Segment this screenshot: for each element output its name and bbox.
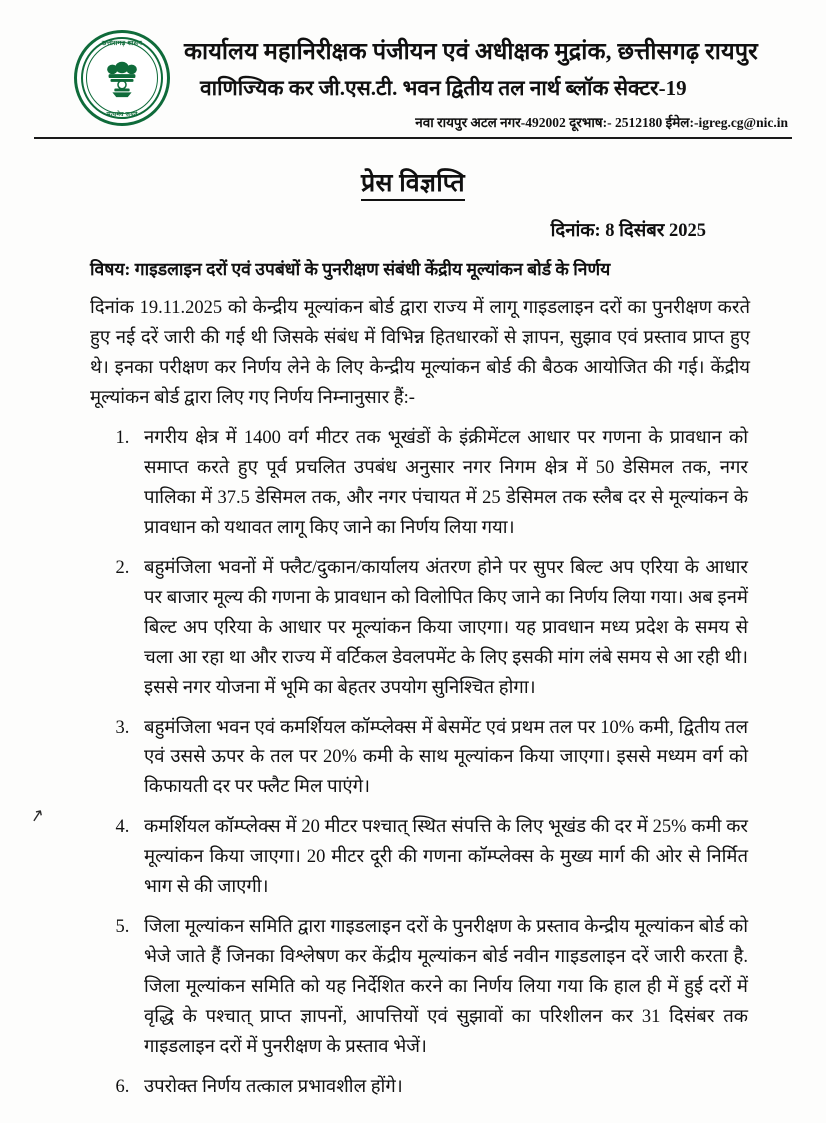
list-item: 1. नगरीय क्षेत्र में 1400 वर्ग मीटर तक भूखंडों के इंक्रीमेंटल आधार पर गणना के प्रावधान को समाप्त करते हुए पूर्व प्रचलित उपबंध अनुसार नगर निगम क्षेत्र में 50 डेसिमल तक, नगर पालिका में 37.5 डेसिमल तक, और नगर पंचायत में 25 डेसिमल तक स्लैब दर से मूल्यांकन के प्रावधान को यथावत लागू किए जाने का निर्णय लिया गया।: [134, 424, 748, 544]
emblem-bottom-text: सत्यमेव जयते: [106, 112, 138, 118]
office-address-line: नवा रायपुर अटल नगर-492002 दूरभाष:- 2512180 ईमेल:-igreg.cg@nic.in: [415, 114, 788, 130]
list-item: 2. बहुमंजिला भवनों में फ्लैट/दुकान/कार्यालय अंतरण होने पर सुपर बिल्ट अप एरिया के आधार पर बाजार मूल्य की गणना के प्रावधान को विलोपित किए जाने का निर्णय लिया गया। अब इनमें बिल्ट अप एरिया के आधार पर मूल्यांकन किया जाएगा। यह प्रावधान मध्य प्रदेश के समय से चला आ रहा था और राज्य में वर्टिकल डेवलपमेंट के लिए इसकी मांग लंबे समय से आ रही थी। इससे नगर योजना में भूमि का बेहतर उपयोग सुनिश्चित होगा।: [134, 554, 748, 704]
office-title-line-2: वाणिज्यिक कर जी.एस.टी. भवन द्वितीय तल नार्थ ब्लॉक सेक्टर-19: [200, 76, 687, 101]
page-title-text: प्रेस विज्ञप्ति: [361, 170, 465, 201]
list-item: 4. कमर्शियल कॉम्प्लेक्स में 20 मीटर पश्चात् स्थित संपत्ति के लिए भूखंड की दर में 25% कमी कर मूल्यांकन किया जाएगा। 20 मीटर दूरी की गणना कॉम्प्लेक्स के मुख्य मार्ग की ओर से निर्मित भाग से की जाएगी।: [134, 813, 748, 903]
margin-pen-mark: ↗: [28, 804, 46, 827]
list-item: 5. जिला मूल्यांकन समिति द्वारा गाइडलाइन दरों के पुनरीक्षण के प्रस्ताव केन्द्रीय मूल्यांकन बोर्ड को भेजे जाते हैं जिनका विश्लेषण कर केंद्रीय मूल्यांकन बोर्ड नवीन गाइडलाइन दरें जारी करता है. जिला मूल्यांकन समिति को यह निर्देशित करने का निर्णय लिया गया कि हाल ही में हुई दरों में वृद्धि के पश्चात् प्राप्त ज्ञापनों, आपत्तियों एवं सुझावों का परिशीलन कर 31 दिसंबर तक गाइडलाइन दरों में पुनरीक्षण के प्रस्ताव भेजें।: [134, 913, 748, 1063]
office-title-line-1: कार्यालय महानिरीक्षक पंजीयन एवं अधीक्षक मुद्रांक, छत्तीसगढ़ रायपुर: [184, 39, 758, 65]
document-subject: विषय: गाइडलाइन दरों एवं उपबंधों के पुनरीक्षण संबंधी केंद्रीय मूल्यांकन बोर्ड के निर्णय: [90, 258, 611, 279]
decision-list: [34, 424, 792, 1103]
emblem-top-text: छत्तीसगढ़ शासन: [101, 40, 143, 47]
intro-paragraph: दिनांक 19.11.2025 को केन्द्रीय मूल्यांकन बोर्ड द्वारा राज्य में लागू गाइडलाइन दरों का पुनरीक्षण करते हुए नई दरें जारी की गई थी जिसके संबंध में विभिन्न हितधारकों से ज्ञापन, सुझाव एवं प्रस्ताव प्राप्त हुए थे। इनका परीक्षण कर निर्णय लेने के लिए केन्द्रीय मूल्यांकन बोर्ड की बैठक आयोजित की गई। केंद्रीय मूल्यांकन बोर्ड द्वारा लिए गए निर्णय निम्नानुसार हैं:-: [90, 297, 750, 408]
lion-capital-icon: [99, 55, 145, 101]
page-title: [34, 165, 792, 199]
list-item: 6. उपरोक्त निर्णय तत्काल प्रभावशील होंगे।: [134, 1073, 748, 1103]
letterhead: [34, 26, 792, 131]
list-item: 3. बहुमंजिला भवन एवं कमर्शियल कॉम्प्लेक्स में बेसमेंट एवं प्रथम तल पर 10% कमी, द्वितीय तल एवं उससे ऊपर के तल पर 20% कमी के साथ मूल्यांकन किया जाएगा। इससे मध्यम वर्ग को किफायती दर पर फ्लैट मिल पाएंगे।: [134, 714, 748, 804]
document-date: दिनांक: 8 दिसंबर 2025: [550, 220, 706, 241]
chhattisgarh-government-emblem-icon: [74, 30, 170, 126]
header-divider: [34, 137, 792, 139]
